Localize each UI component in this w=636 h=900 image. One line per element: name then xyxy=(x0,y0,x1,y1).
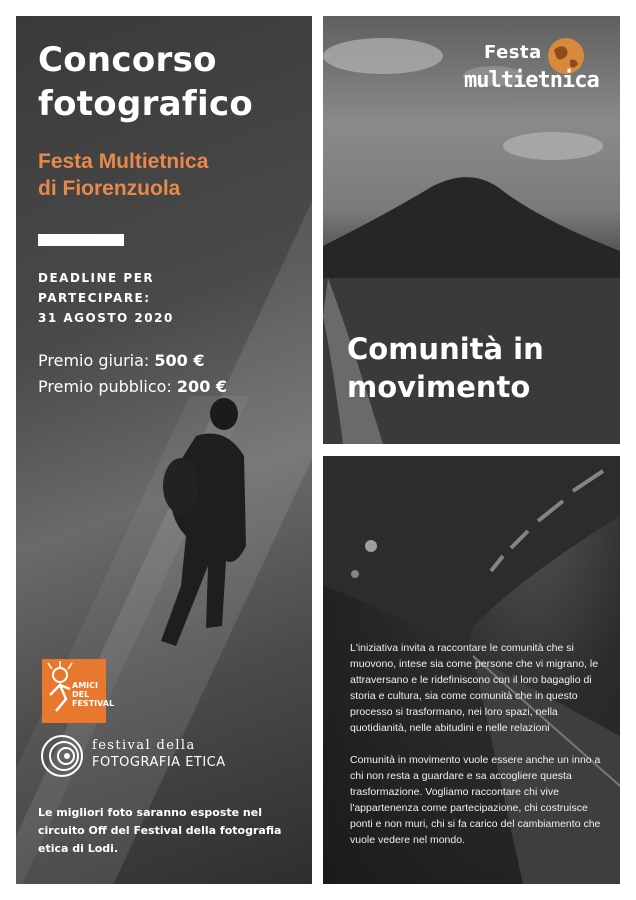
festa-multietnica-logo xyxy=(464,36,604,112)
description-paragraph-1: L'iniziativa invita a raccontare le comunità che si muovono, intese sia come persone che vi migrano, le attraversano e le ridefiniscono con il loro bagaglio di storia e cultura, sia come comunità che in questo processo si trasformano, nei loro spazi, nella quotidianità, nelle abitudini e nelle relazioni xyxy=(350,642,599,734)
theme-headline xyxy=(347,330,617,406)
fotoetica-line-1: festival della xyxy=(92,738,196,753)
project-description xyxy=(350,640,602,864)
prize-jury-value: 500 € xyxy=(154,351,205,370)
deadline-date: 31 AGOSTO 2020 xyxy=(38,311,174,325)
spiral-icon xyxy=(40,734,84,778)
prize-jury xyxy=(38,348,308,374)
prize-public xyxy=(38,374,308,400)
description-panel xyxy=(323,456,620,884)
contest-panel xyxy=(16,16,312,884)
deadline-line-1: DEADLINE PER xyxy=(38,271,155,285)
fotoetica-line-2: FOTOGRAFIA ETICA xyxy=(92,755,226,770)
event-subtitle xyxy=(38,148,298,202)
prize-public-label: Premio pubblico: xyxy=(38,377,172,396)
fotografia-etica-wordmark xyxy=(92,738,226,770)
title-divider xyxy=(38,234,124,246)
headline-line-1: Comunità in xyxy=(347,332,544,366)
walking-person-silhouette xyxy=(156,396,246,656)
festa-logo-line-2: multietnica xyxy=(464,68,599,93)
fotografia-etica-logo xyxy=(40,734,300,784)
deadline-line-2: PARTECIPARE: xyxy=(38,291,151,305)
headline-line-2: movimento xyxy=(347,370,531,404)
prize-public-value: 200 € xyxy=(176,377,228,396)
title-line-1: Concorso xyxy=(38,40,217,80)
landscape-panel xyxy=(323,16,620,444)
page-title xyxy=(38,38,253,126)
prize-jury-label: Premio giuria: xyxy=(38,351,150,370)
deadline-info xyxy=(38,268,278,328)
description-paragraph-2: Comunità in movimento vuole essere anche un inno a chi non resta a guardare e sa accogliere questa trasformazione. Vogliamo raccontare chi vive l'appartenenza come partecipazione, chi costruisce ponti e non muri, chi si fa carico del cambiamento che vuole vedere nel mondo. xyxy=(350,754,601,846)
subtitle-line-2: di Fiorenzuola xyxy=(38,177,181,200)
festa-logo-line-1: Festa xyxy=(484,42,542,63)
amici-logo-text: AMICI DEL FESTIVAL xyxy=(72,681,115,708)
title-line-2: fotografico xyxy=(38,84,254,124)
prizes xyxy=(38,348,308,400)
subtitle-line-1: Festa Multietnica xyxy=(38,150,209,173)
exhibition-note: Le migliori foto saranno esposte nel circuito Off del Festival della fotografia etica di Lodi. xyxy=(38,806,282,855)
amici-del-festival-logo xyxy=(42,659,115,723)
